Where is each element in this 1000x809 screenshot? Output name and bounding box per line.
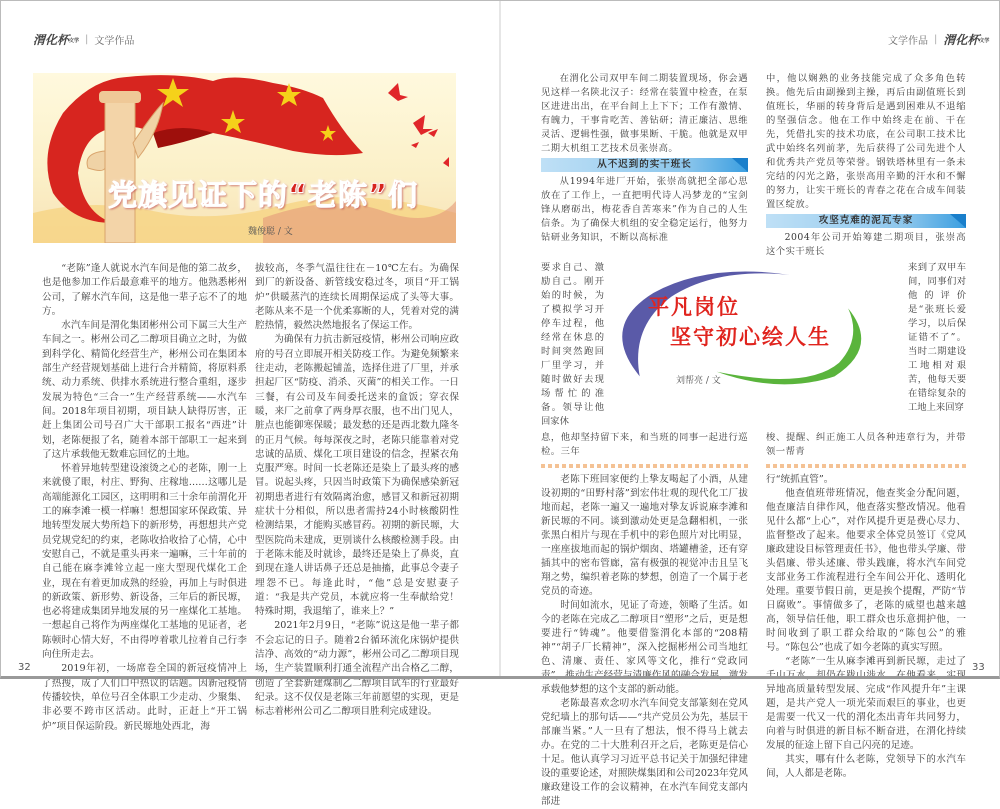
article2-paragraph-tail — [766, 431, 966, 459]
section-label: 文学作品 — [94, 36, 135, 47]
paragraph: 时间如流水，见证了奇迹，领略了生活。如今的老陈在完成乙二醇项目“塑形”之后，更是想要进行“铸魂”。他要借鉴渭化本部的“208精神”“胡子厂长精神”，深入挖掘彬州公司当地红色、清廉、责任、家风等文化，推行“党政同责”，推动生产经营与清廉作风的融合发展，激发承载他梦想的这个支部的新动能。 — [541, 600, 748, 695]
paragraph: 怀着异地转型建设滚烫之心的老陈，刚一上来就傻了眼，村庄、野狗、庄稼地……这哪儿是高端能源化工园区，这明明和三十余年前渭化开工的麻李滩一模一样嘛！想想国家环保政策、异地转型发展大势所趋下的新形势，再想想共产党员党规党纪的约束，老陈收拾收拾了心情，心中安慰自己，不就是重头再来一遍嘛，三十年前的自己能在麻李滩耸立起一座大型现代煤化工企业，现在有着更加成熟的经验，再加上与时俱进的新政策、新形势、新设备，三年后的新民塬，也必将建成集团异地发展的另一座煤化工基地。一想起自己将作为两座煤化工基地的见证者，老陈顿时心情大好，不由得哼着歌儿拉着自己行李向住所走去。 — [42, 463, 247, 661]
paragraph: 其实，哪有什么老陈，党领导下的水汽车间，人人都是老陈。 — [766, 754, 966, 779]
right-page-content — [541, 72, 966, 809]
header-right: 文学作品 | 渭化杯文学 — [888, 33, 990, 47]
paragraph: “老陈”一生从麻李滩再到新民塬，走过了千山万水，却仍在跋山涉水。在他看来，实现异地高质量转型发展、完成“作风提升年”主课题，是共产党人一项光荣而艰巨的事业，也更是需要一代又一代的渭化杰出青年共同努力，向着与时俱进的新目标不断奋进，在渭化持续发展的征途上留下自己闪亮的足迹。 — [766, 656, 966, 751]
article-column-1 — [42, 262, 247, 734]
article2-title-graphic — [608, 261, 904, 401]
paragraph: 他查值班带班情况，他查奖金分配问题，他查廉洁自律作风，他查落实整改情况。他看见什么都“上心”，对作风提升更是费心尽力、监督整改了起来。他要求全体党员签订《党风廉政建设目标管理责任书》，他也带头学廉、带头倡廉、带头述廉、带头践廉，将水汽车间党支部业务工作流程进行全车间公开化、透明化处理。重要节假日前，更是挨个提醒，严防“节日腐败”。事情做多了，老陈的威望也越来越高，领导信任他，职工群众也乐意拥护他，一时间收到了职工群众给取的“陈包公”的雅号。“陈包公”也成了如今老陈的真实写照。 — [766, 488, 966, 653]
section-label: 文学作品 — [888, 36, 928, 47]
paragraph: 2021年2月9日，“老陈”说这是他一辈子都不会忘记的日子。随着2台循环流化床锅炉提供洁净、高效的“动力源”，彬州公司乙二醇项目现场，生产装置顺利打通全流程产出合格乙二醇，创造了全套新建煤制乙二醇项目试车的行业最好纪录。这不仅仅是老陈三年前愿望的实现，更是标志着彬州公司乙二醇项目胜利完成建设。 — [255, 620, 459, 718]
paragraph: 为确保有力抗击新冠疫情，彬州公司响应政府的号召立即展开相关防疫工作。为避免频繁来往走动，老陈搬起铺盖，选择住进了厂里，并承担起厂区“防疫、消杀、灭菌”的相关工作。一日三餐，有公司及车间委托送来的盒饭；穿衣保暖，来厂之前拿了两身厚衣服，也不出门见人，脏点也能御寒保暖；最发愁的还是西北数九隆冬的正月气候。每每深夜之时，老陈只能靠着对党忠诚的品质、煤化工项目建设的信念，捏紧衣角克服严寒。时间一长老陈还是染上了最头疼的感冒。说起头疼，只因当时政策下为确保感染新冠初期患者进行有效隔离治愈，感冒又和新冠初期症状十分相似，所以患者需持24小时核酸阴性检测结果，才能购买感冒药。初期的新民塬，大型医院尚未建成，更别谈什么核酸检测手段。由于老陈未能及时就诊，最终还是染上了鼻炎，直到现在逢人讲话鼻子还总是抽搐，此事总令妻子埋怨不已。每逢此时，“他”总是安慰妻子道：“我是共产党员，本就应将一生奉献给党！特殊时期，我退缩了，谁来上？” — [255, 334, 459, 618]
paragraph: 老陈下班回家便约上挚友喝起了小酒，从建设初期的“田野村落”到宏伟壮观的现代化工厂拔地而起，老陈一遍又一遍地对挚友诉说麻李滩和新民塬的不同。谈到激动处更是急翻相机，一张张黑白相片与现在手机中的彩色照片对比明显，一座座拔地而起的锅炉烟囱、塔罐槽釜，还有穿插其中的密布管廊，富有极强的视觉冲击且呈飞翔之势，编织着老陈的梦想，创造了一个属于老党员的奇迹。 — [541, 474, 748, 597]
paragraph: 中，他以娴熟的业务技能完成了众多角色转换。他先后由副操到主操，再后由副值班长到值班长，华丽的转身背后是遇到困难从不退缩的坚强信念。他在工作中始终走在前、干在先，凭借扎实的技术功底，在公司职工技术比武中始终名列前茅，先后获得了公司先进个人和优秀共产党员等荣誉。钢铁塔林里有一条未完结的闪光之路，张崇高用辛勤的汗水和不懈的努力，让实干班长的青春之花在合成车间装置区绽放。 — [766, 73, 966, 210]
paragraph: 2019年初，一场席卷全国的新冠疫情冲上了热搜，成了人们口中热议的话题。因新冠疫情传播较快，单位号召全体职工少走动、少聚集、非必要不跨市区活动。此时，正赶上“开工锅炉”项目保运阶段。新民塬地处西北，海 — [42, 663, 247, 732]
article2-author: 刘帮亮 / 文 — [676, 376, 721, 386]
magazine-logo: 渭化杯文学 — [943, 33, 990, 47]
article-author: 魏俊聪 / 文 — [248, 227, 293, 237]
paragraph: 老陈最喜欢念叨水汽车间党支部篆刻在党风党纪墙上的那句话——“共产党员公为先，基层干部廉当紧。”人一旦有了想法，恨不得马上就去办。在党的二十大胜利召开之后，老陈更是信心十足。他认真学习习近平总书记关于加强纪律建设的重要论述，对照陕煤集团和公司2023年党风廉政建设工作的会议精神，在水汽车间党支部内部进 — [541, 698, 748, 807]
wrapped-text: 来到了双甲车间，同事们对他的评价是“张班长爱学习，以后保证错不了”。当时二期建设工地相对艰苦，他每天要在错综复杂的工地上来回穿 — [908, 262, 966, 413]
page-gutter — [499, 0, 501, 679]
paragraph: 2004年公司开始筹建二期项目，张崇高这个实干班长 — [766, 232, 966, 257]
article-banner — [33, 73, 456, 243]
section-heading: 攻坚克难的泥瓦专家 — [766, 214, 966, 228]
article2-title-line2: 坚守初心绘人生 — [670, 325, 831, 349]
paragraph: 在渭化公司双甲车间二期装置现场，你会遇见这样一名陕北汉子：经常在装置中检查，在泵区进进出出，在平台间上上下下；工作有激情、有魄力，干事肯吃苦、善钻研；清正廉洁、思维灵活、逻辑性强，做事果断、干脆。他就是双甲二期大机组工艺技术员张崇高。 — [541, 73, 748, 154]
red-doves — [388, 83, 449, 167]
title-graphic-band — [541, 261, 966, 429]
article2-title-line1: 平凡岗位 — [648, 295, 740, 319]
section-heading: 从不迟到的实干班长 — [541, 158, 748, 172]
wavy-divider — [766, 464, 966, 468]
wavy-divider — [541, 464, 748, 468]
banner-illustration — [33, 73, 456, 243]
paragraph: 拔较高，冬季气温往往在－10℃左右。为确保到厂的新设备、新管线安稳过冬，项目“开工锅炉”供暖蒸汽的连续长周期保运成了头等大事。老陈从来不是一个优柔寡断的人，凭着对党的满腔热情，毅然决然地报名了保运工作。 — [255, 263, 459, 332]
paragraph: “老陈”逢人就说水汽车间是他的第二故乡，也是他参加工作后最意难平的地方。他熟悉彬州公司，了解水汽车间，这是他一辈子忘不了的地方。 — [42, 263, 247, 317]
wrapped-text: 要求自己、激励自己。刚开始的时候，为了模拟学习开停车过程，他经常在休息的时间突然跑回厂里学习，并随时做好去现场帮忙的准备。领导让他回家休 — [541, 262, 604, 427]
article2-paragraph-tail — [541, 431, 748, 459]
article-column-3 — [541, 473, 748, 809]
page-number-left: 32 — [18, 662, 31, 673]
paragraph: 息，他却坚持留下来，和当班的同事一起进行巡检。三年 — [541, 432, 748, 457]
article2-top-right-column — [766, 72, 966, 259]
paragraph: 行“统抓直管”。 — [766, 474, 834, 485]
paragraph: 水汽车间是渭化集团彬州公司下属三大生产车间之一。彬州公司乙二醇项目确立之时，为做到科学化、精简化经营生产，彬州公司在集团本部生产经营规划基础上进行合并精简，将原料系统、动力系统、供排水系统进行整合重组，逐步发展为特色“三合一”生产经营系统——水汽车间。2018年项目初期，项目缺人缺得厉害，正赶上集团公司号召广大干部职工报名“西进”计划，老陈便报了名，随着本部干部职工一起来到了这片承载他无数难忘回忆的土地。 — [42, 320, 247, 460]
article-column-4 — [766, 473, 966, 781]
header-left: 渭化杯文学 | 文学作品 — [33, 33, 135, 47]
paragraph: 梭、提醒、纠正施工人员各种违章行为，并带领一帮青 — [766, 432, 966, 457]
article2-top-left-column — [541, 72, 748, 245]
magazine-logo: 渭化杯文学 — [33, 33, 80, 47]
page-number-right: 33 — [972, 662, 985, 673]
paragraph: 从1994年进厂开始，张崇高就把全部心思放在了工作上，一直把明代诗人冯梦龙的“宝剑锋从磨砺出，梅花香自苦寒来”作为自己的人生信条。为了确保大机组的安全稳定运行，他努力钻研业务知识，不断以高标准 — [541, 176, 748, 243]
article-column-2 — [255, 262, 459, 720]
article-title: 党旗见证下的“老陈”们 — [108, 178, 419, 212]
